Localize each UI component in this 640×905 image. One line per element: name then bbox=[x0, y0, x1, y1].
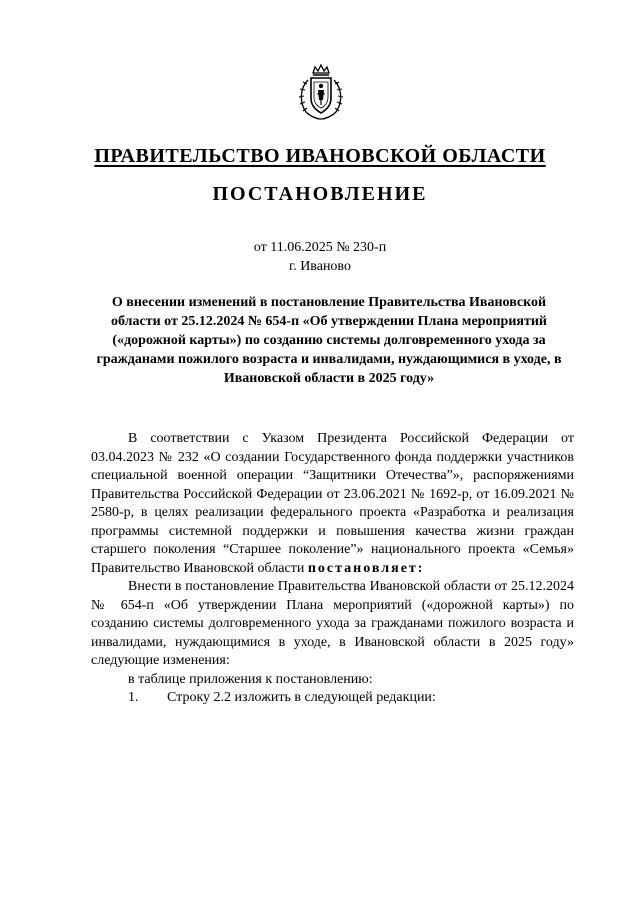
preamble-text: В соответствии с Указом Президента Российской Федерации от 03.04.2023 № 232 «О создании Государственного фонда поддержки участников специальной военной операции “Защитники Отечества”», распоряжениями Правительства Российской Федерации от 23.06.2021 № 1692-р, от 16.09.2021 № 2580-р, в целях реализации федерального проекта «Разработка и реализация программы системной поддержки и повышения качества жизни граждан старшего поколения “Старшее поколение”» национального проекта «Семья» Правительство Ивановской области bbox=[91, 431, 574, 576]
resolution-paragraph: Внести в постановление Правительства Ивановской области от 25.12.2024 № 654-п «Об утверждении Плана мероприятий («дорожной карты») по созданию системы долговременного ухода за гражданами пожилого возраста и инвалидами, нуждающимися в уходе, в Ивановской области в 2025 году» следующие изменения: bbox=[91, 579, 574, 668]
government-title bbox=[0, 145, 640, 168]
list-item-text: Строку 2.2 изложить в следующей редакции: bbox=[167, 690, 436, 705]
list-item bbox=[91, 689, 574, 708]
document-city: г. Иваново bbox=[289, 259, 351, 274]
preamble-paragraph bbox=[91, 430, 574, 578]
government-title-text: ПРАВИТЕЛЬСТВО ИВАНОВСКОЙ ОБЛАСТИ bbox=[94, 145, 546, 167]
document-date-number: от 11.06.2025 № 230-п bbox=[253, 240, 387, 255]
annex-paragraph: в таблице приложения к постановлению: bbox=[128, 671, 373, 687]
document-type: ПОСТАНОВЛЕНИЕ bbox=[212, 183, 428, 205]
coat-of-arms-emblem bbox=[296, 64, 346, 122]
document-body bbox=[91, 430, 574, 708]
decree-word: постановляет: bbox=[307, 560, 425, 576]
list-item-number: 1. bbox=[128, 690, 139, 705]
document-subject: О внесении изменений в постановление Правительства Ивановской области от 25.12.2024 № 654-п «Об утверждении Плана мероприятий («дорожной карты») по созданию системы долговременного ухода за гражданами пожилого возраста и инвалидами, нуждающимися в уходе, в Ивановской области в 2025 году» bbox=[96, 295, 562, 386]
